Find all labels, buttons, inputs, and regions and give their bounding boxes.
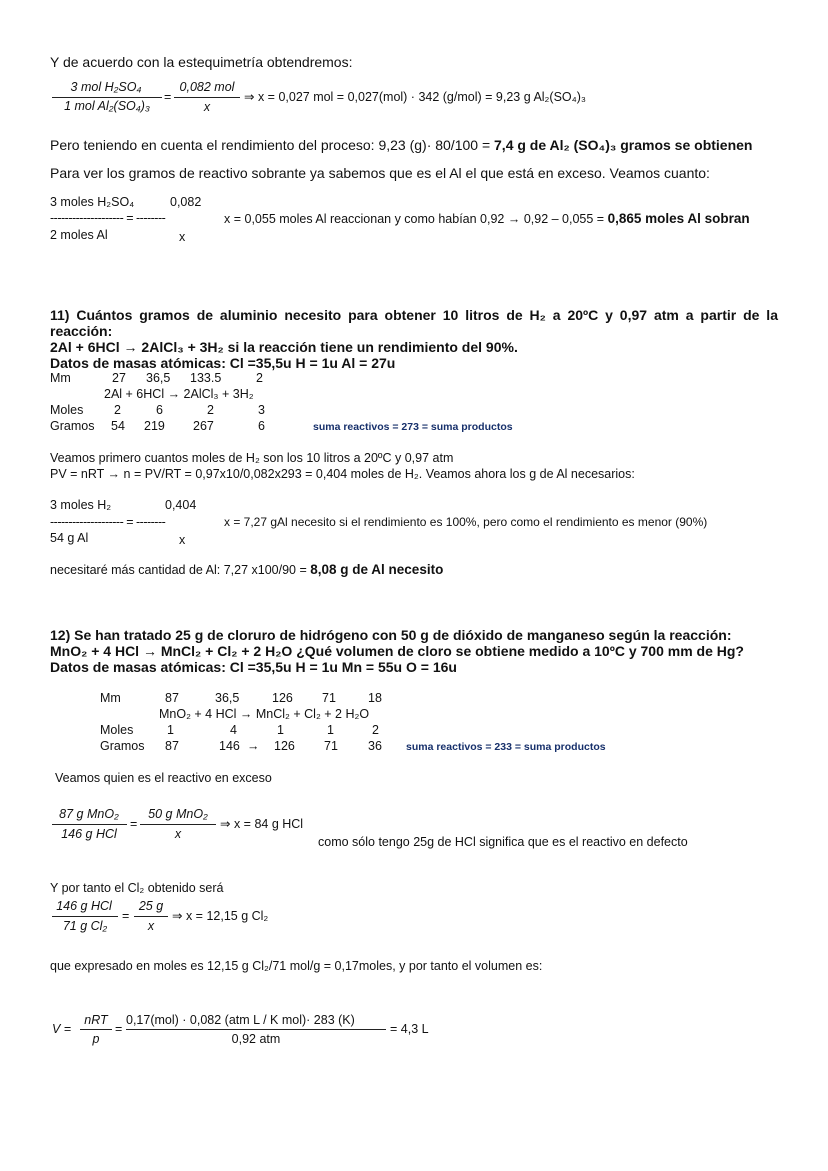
ratio-top-right: 0,404 [165,498,197,512]
problem-11-conclusion [50,563,443,577]
problem-12-reaction: MnO₂ + 4 HCl → MnCl₂ + Cl₂ + 2 H₂O ¿Qué volumen de cloro se obtiene medido a 10ºC y 700 mm de Hg? [50,643,744,659]
ratio-top-left: 3 moles H₂SO₄ [50,195,135,209]
table-cell: 27 [112,371,126,385]
table-equation: MnO₂ + 4 HCl → MnCl₂ + Cl₂ + 2 H₂O [159,707,370,721]
row-label-moles: Moles [100,723,134,737]
table-cell: 146 [219,739,240,753]
yield-calculation: Pero teniendo en cuenta el rendimiento del proceso: 9,23 (g)· 80/100 = [50,137,491,153]
fraction-denominator: 0,92 atm [231,1032,281,1046]
volume-result: = 4,3 L [390,1022,429,1036]
conclusion-result: 8,08 g de Al necesito [310,562,444,577]
problem-11-statement: 11) Cuántos gramos de aluminio necesito para obtener 10 litros de H₂ a 20ºC y 0,97 atm a partir de la [50,307,778,323]
table-cell: 2 [207,403,214,417]
ratio-top-right: 0,082 [170,195,202,209]
ratio-result-text: x = 0,055 moles Al reaccionan y como habían 0,92 → 0,92 – 0,055 = [224,212,605,226]
row-label-moles: Moles [50,403,84,417]
fraction-numerator: 146 g HCl [56,899,112,913]
table-cell: 219 [144,419,165,433]
fraction-denominator: x [147,919,155,933]
fraction-numerator: 25 g [138,899,164,913]
row-label-grams: Gramos [50,419,95,433]
table-cell: 6 [156,403,163,417]
table-cell: 133.5 [190,371,222,385]
conclusion-text: necesitaré más cantidad de Al: 7,27 x100/90 = [50,563,307,577]
problem-11-statement-cont: reacción: [50,323,113,339]
ratio-divider: -------------------- = -------- [50,515,166,529]
table-cell: 71 [324,739,338,753]
problem-12-atomic-masses: Datos de masas atómicas: Cl =35,5u H = 1u Mn = 55u O = 16u [50,659,457,675]
fraction-denominator: 146 g HCl [61,827,117,841]
table-cell: 6 [258,419,265,433]
table-cell: 36,5 [215,691,240,705]
volume-lhs: V = [52,1022,72,1036]
ratio-result: x = 7,27 gAl necesito si el rendimiento es 100%, pero como el rendimiento es menor (90%) [224,515,708,529]
intro-text: Y de acuerdo con la estequimetría obtendremos: [50,54,353,70]
ratio-divider: -------------------- = -------- [50,211,166,225]
ratio-bottom-right: x [179,230,186,244]
row-label-mm: Mm [50,371,71,385]
problem-11-atomic-masses: Datos de masas atómicas: Cl =35,5u H = 1u Al = 27u [50,355,396,371]
table-cell: 71 [322,691,336,705]
equation-result: ⇒ x = 12,15 g Cl₂ [172,909,269,923]
equation-result: ⇒ x = 0,027 mol = 0,027(mol) · 342 (g/mol) = 9,23 g Al₂(SO₄)₃ [244,90,586,104]
table-cell: 2 [372,723,379,737]
table-note: suma reactivos = 233 = suma productos [406,741,606,753]
problem-12-moles-text: que expresado en moles es 12,15 g Cl₂/71 mol/g = 0,17moles, y por tanto el volumen es: [50,959,543,973]
equation-comment: como sólo tengo 25g de HCl significa que es el reactivo en defecto [318,835,688,849]
table-cell: 126 [272,691,293,705]
table-note: suma reactivos = 273 = suma productos [313,421,513,433]
table-cell: 3 [258,403,265,417]
table-cell: 36 [368,739,382,753]
problem-11-moles-text: Veamos primero cuantos moles de H₂ son los 10 litros a 20ºC y 0,97 atm [50,451,454,465]
yield-result: 7,4 g de Al₂ (SO₄)₃ gramos se obtienen [494,137,753,153]
table-cell: 267 [193,419,214,433]
fraction-numerator: 87 g MnO₂ [59,807,119,821]
fraction-denominator: 1 mol Al₂(SO₄)₃ [64,99,150,113]
ratio-result [224,212,750,226]
fraction-numerator: nRT [84,1013,108,1027]
ratio-bottom-right: x [179,533,186,547]
table-cell: 1 [167,723,174,737]
table-cell: 18 [368,691,382,705]
table-cell: 54 [111,419,125,433]
table-cell: 126 [274,739,295,753]
problem-12-statement: 12) Se han tratado 25 g de cloruro de hidrógeno con 50 g de dióxido de manganeso según la reacción: [50,627,732,643]
table-cell: 1 [327,723,334,737]
row-label-grams: Gramos [100,739,145,753]
excess-intro: Para ver los gramos de reactivo sobrante ya sabemos que es el Al el que está en exceso. Veamos cuanto: [50,165,710,181]
table-cell: 1 [277,723,284,737]
table-cell: 36,5 [146,371,171,385]
ratio-top-left: 3 moles H₂ [50,498,112,512]
problem-12-excess-text: Veamos quien es el reactivo en exceso [55,771,272,785]
fraction-numerator: 0,17(mol) · 0,082 (atm L / K mol)· 283 (K) [126,1013,355,1027]
table-cell: 2 [256,371,263,385]
table-cell: 87 [165,739,179,753]
fraction-numerator: 3 mol H₂SO₄ [70,80,142,94]
fraction-denominator: x [174,827,182,841]
fraction-numerator: 50 g MnO₂ [148,807,208,821]
table-cell: 2 [114,403,121,417]
row-label-mm: Mm [100,691,121,705]
equation-result: ⇒ x = 84 g HCl [220,817,304,831]
fraction-numerator: 0,082 mol [179,80,235,94]
problem-11-reaction: 2Al + 6HCl → 2AlCl₃ + 3H₂ si la reacción tiene un rendimiento del 90%. [50,339,518,355]
table-equation: 2Al + 6HCl → 2AlCl₃ + 3H₂ [104,387,254,401]
ratio-bottom-left: 2 moles Al [50,228,108,242]
yield-text [50,138,752,152]
ratio-result-bold: 0,865 moles Al sobran [607,211,750,226]
ratio-bottom-left: 54 g Al [50,531,89,545]
problem-11-pv-text: PV = nRT → n = PV/RT = 0,97x10/0,082x293 = 0,404 moles de H₂. Veamos ahora los g de Al necesarios: [50,467,635,481]
arrow-icon: → [247,739,260,753]
problem-12-cl2-text: Y por tanto el Cl₂ obtenido será [50,881,224,895]
table-cell: 87 [165,691,179,705]
table-cell: 4 [230,723,237,737]
fraction-denominator: x [203,100,211,114]
fraction-denominator: p [92,1032,100,1046]
fraction-denominator: 71 g Cl₂ [62,919,108,933]
